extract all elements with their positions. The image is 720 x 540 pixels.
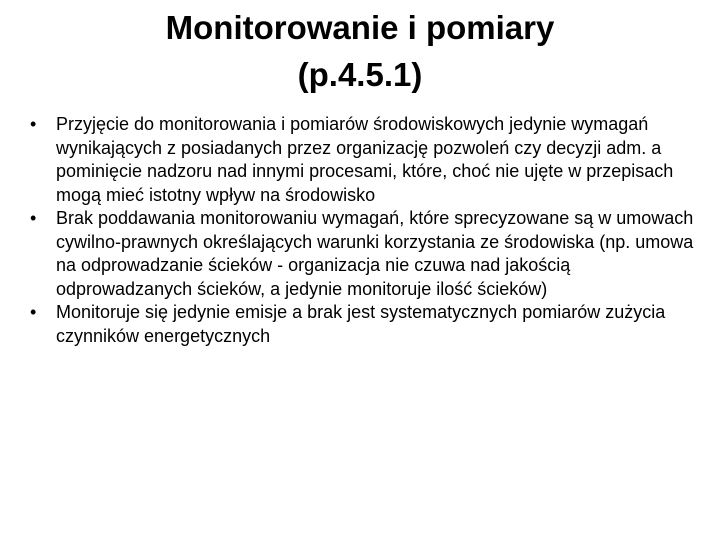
bullet-text-3: Monitoruje się jedynie emisje a brak jest systematycznych pomiarów zużycia czynników energetycznych — [56, 302, 666, 346]
bullet-item-3 — [30, 301, 710, 348]
title-line-2: (p.4.5.1) — [297, 56, 423, 93]
bullet-text-2: Brak poddawania monitorowaniu wymagań, które sprecyzowane są w umowach cywilno-prawnych określających warunki korzystania ze środowiska (np. umowa na odprowadzanie ścieków - organizacja nie czuwa nad jakością odprowadzanych ścieków, a jedynie monitoruje ilość ścieków) — [56, 208, 694, 299]
bullet-item-1 — [30, 113, 710, 207]
title-line-1: Monitorowanie i pomiary — [165, 9, 555, 46]
bullet-item-2 — [30, 207, 710, 301]
bullet-icon: • — [30, 208, 37, 228]
bullet-icon: • — [30, 114, 37, 134]
bullet-icon: • — [30, 302, 37, 322]
slide-title — [0, 4, 720, 98]
bullet-list — [30, 113, 710, 348]
bullet-text-1: Przyjęcie do monitorowania i pomiarów środowiskowych jedynie wymagań wynikających z posiadanych przez organizację pozwoleń czy decyzji adm. a pominięcie nadzoru nad innymi procesami, które, choć nie ujęte w przepisach mogą mieć istotny wpływ na środowisko — [56, 114, 674, 205]
